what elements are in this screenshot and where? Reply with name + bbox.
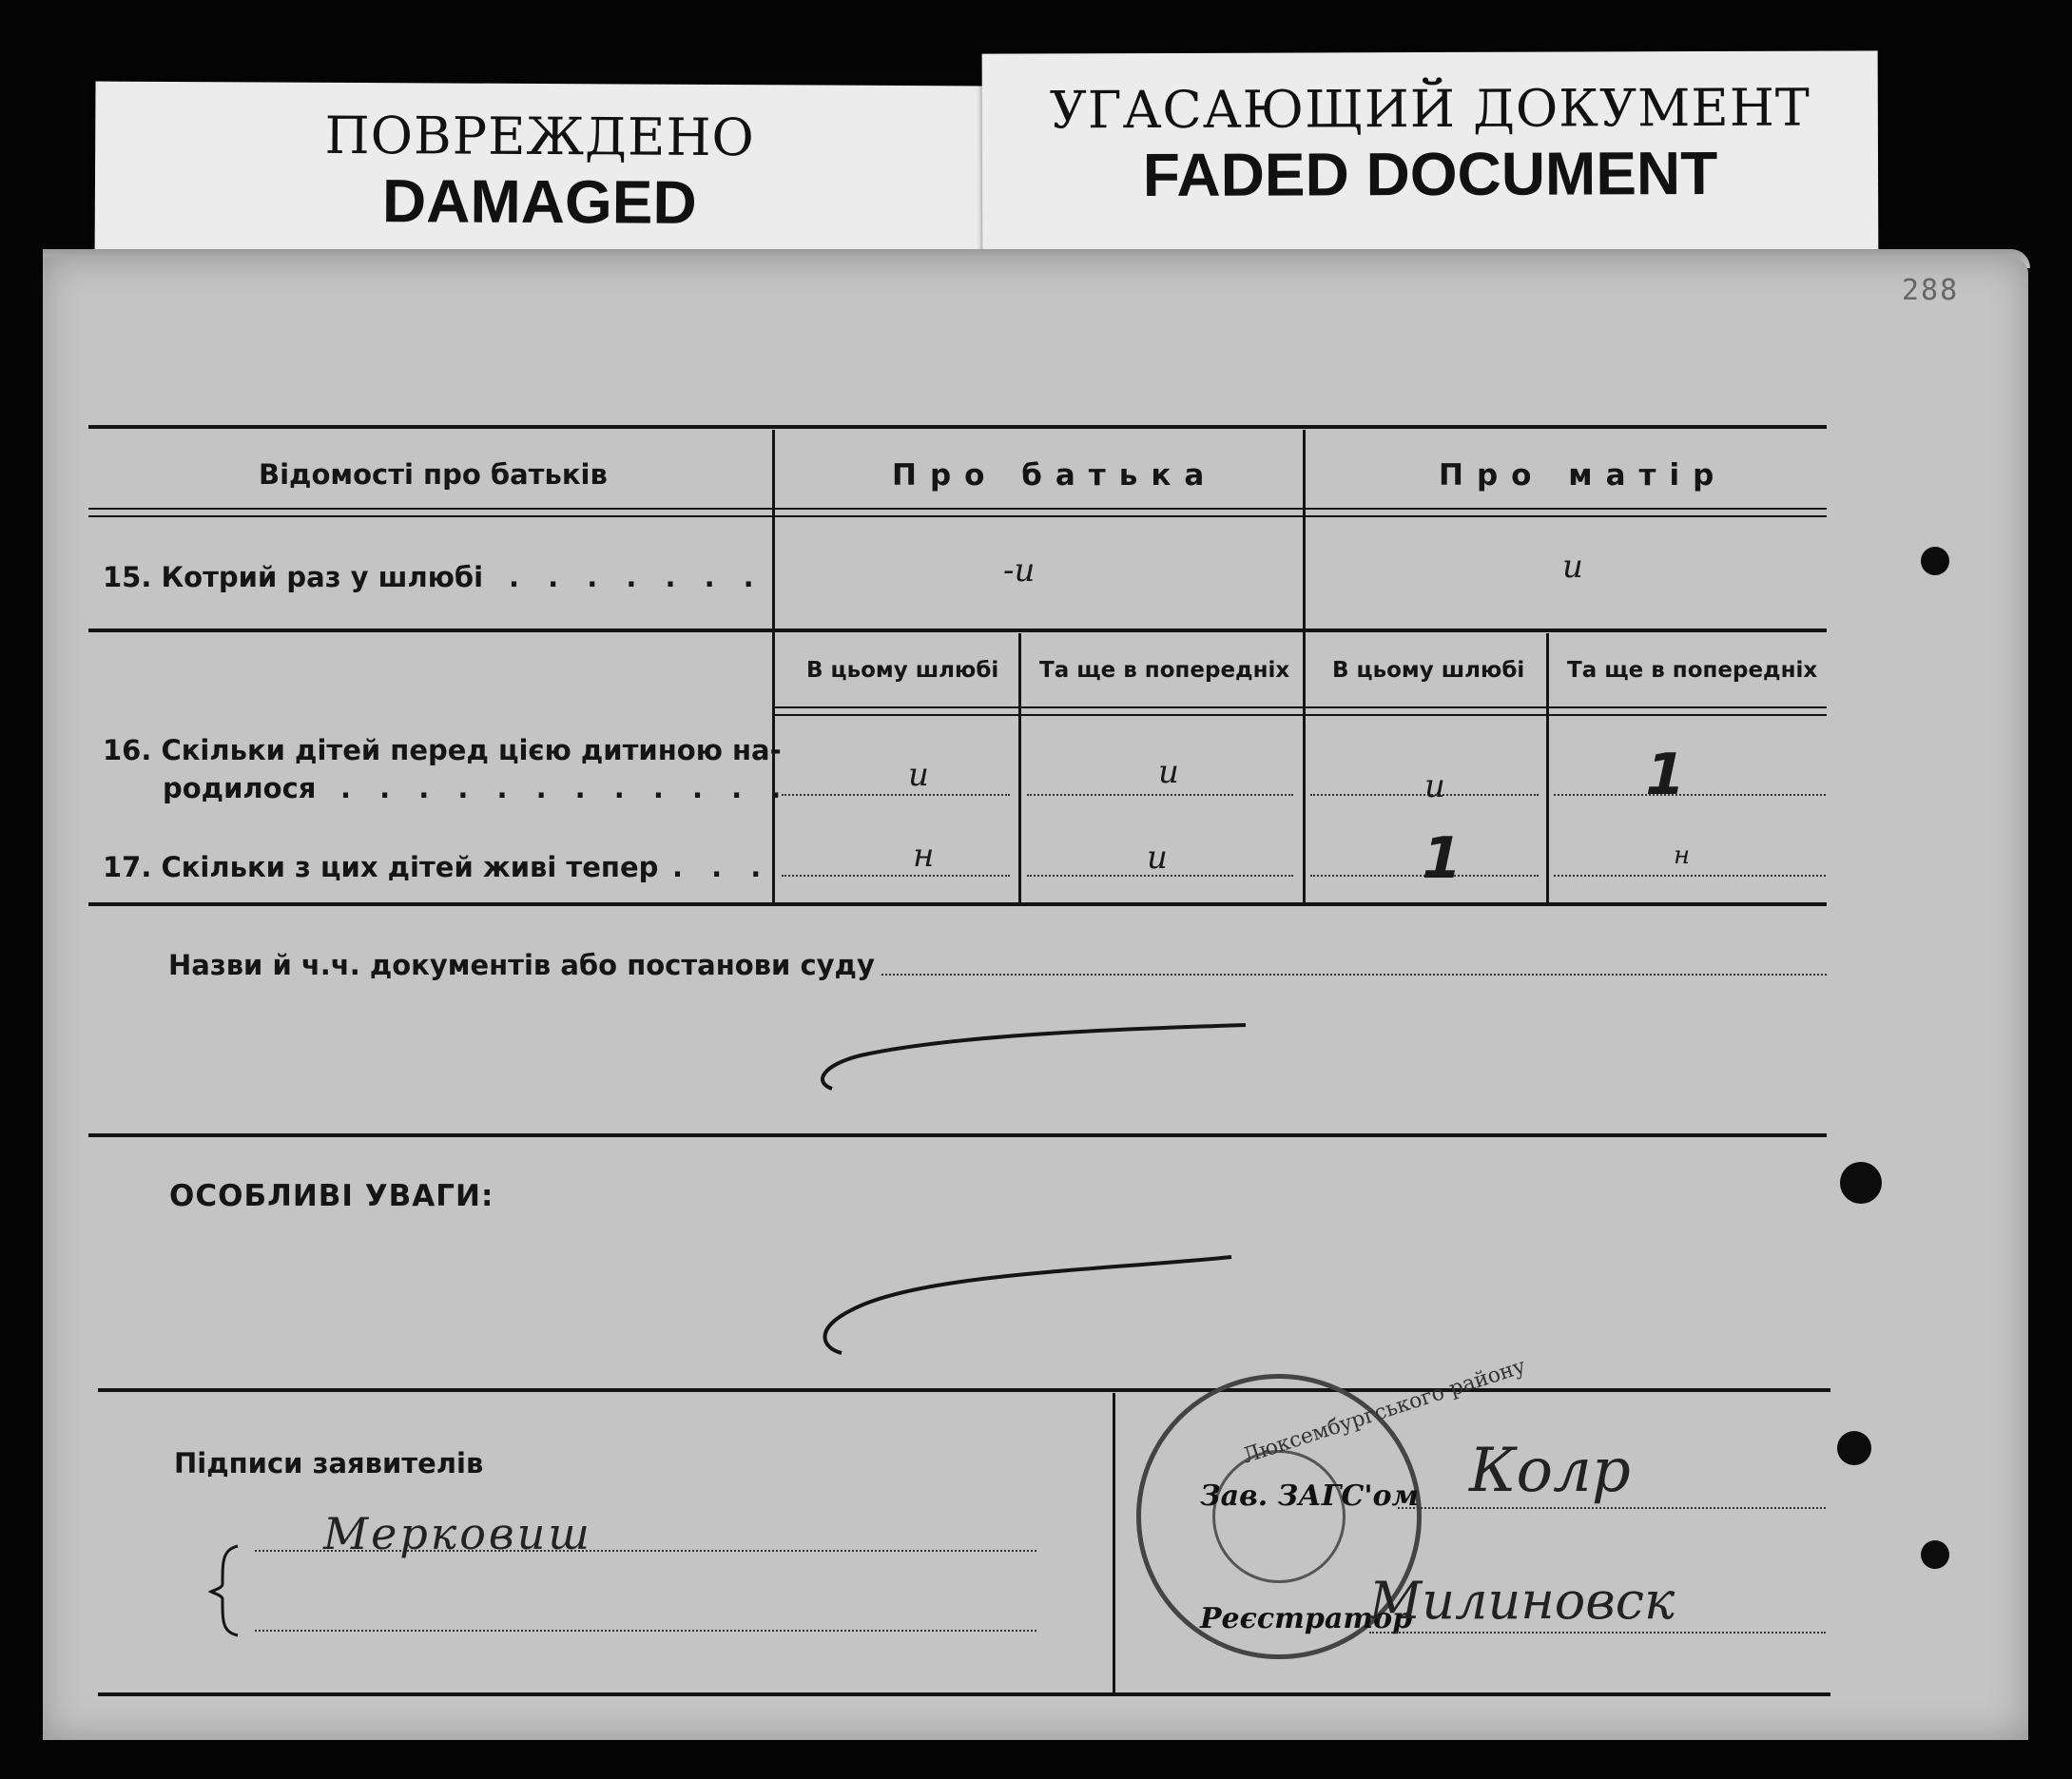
row16-father-prev-value: и [1158,753,1179,791]
row15-mother-value: и [1562,548,1583,586]
registrar-signature: Милиновск [1369,1571,1675,1631]
edge-damage-2 [1921,1540,1949,1569]
row16-father-this-value: и [908,756,929,794]
punch-hole-2 [1837,1431,1871,1465]
row17-mother-this-value: 1 [1414,825,1469,892]
table-bottom-rule [88,902,1827,906]
subheader-mother-this-marriage: В цьому шлюбі [1332,658,1525,683]
signature-brace [209,1542,247,1637]
documents-dash-scribble [813,1017,1250,1093]
row16-mother-prev-line [1554,794,1826,796]
row16-label-line2: родилося [163,772,317,804]
documents-bottom-rule [88,1133,1827,1137]
table-top-rule [88,425,1827,429]
row15-leader: . . . . . . . [509,561,764,593]
row16-label-line1: 16. Скільки дітей перед цією дитиною на- [103,734,782,766]
subheader-father-this-marriage: В цьому шлюбі [806,658,999,683]
col-divider-father-sub [1018,633,1021,902]
head-of-registry-label: Зав. ЗАГС'ом [1200,1479,1420,1513]
damaged-label [94,82,984,277]
page-number: 288 [1902,274,1960,307]
row17-father-prev-value: и [1147,839,1168,877]
col-divider-1 [772,430,775,902]
faded-label [982,50,1879,262]
head-signature-line [1398,1507,1826,1509]
row17-father-this-line [782,875,1010,877]
applicant-signature: Мерковиш [323,1508,592,1559]
row17-mother-prev-line [1554,875,1826,877]
subheader-father-previous: Та ще в попередніх [1039,658,1290,683]
header-about-father: Про батька [892,458,1218,493]
head-signature: Колр [1469,1436,1631,1506]
stamp-text: Люксембургського району [1239,1354,1529,1469]
remarks-dash-scribble [813,1253,1250,1358]
row15-label: 15. Котрий раз у шлюбі [103,561,484,593]
row16-father-this-line [782,794,1010,796]
registrar-signature-line [1369,1632,1826,1634]
row16-father-prev-line [1027,794,1293,796]
header-parents-info: Відомості про батьків [259,458,608,491]
row15-father-value: -и [1003,551,1036,590]
row16-leader: . . . . . . . . . . . . [340,772,791,804]
row17-label: 17. Скільки з цих дітей живі тепер [103,851,659,883]
documents-line [881,974,1827,976]
faded-label-en: FADED DOCUMENT [1142,138,1718,210]
punch-hole-1 [1840,1162,1882,1204]
header-about-mother: Про матір [1439,458,1728,493]
documents-label: Назви й ч.ч. документів або постанови суду [168,949,875,981]
signature-line-2 [255,1630,1036,1632]
remarks-label: ОСОБЛИВІ УВАГИ: [169,1179,494,1213]
col-divider-2 [1303,430,1306,902]
subheader-rule [775,706,1827,716]
row17-mother-prev-value: н [1674,841,1691,870]
row15-rule [88,628,1827,632]
row17-leader: . . . [672,851,771,883]
edge-damage-1 [1921,547,1949,575]
row16-mother-prev-value: 1 [1637,742,1693,808]
col-divider-mother-sub [1546,633,1549,902]
subheader-mother-previous: Та ще в попередніх [1567,658,1818,683]
signatures-divider [1113,1393,1115,1692]
stamp-emblem [1212,1450,1346,1583]
signatures-label: Підписи заявителів [174,1447,484,1479]
faded-label-ru: УГАСАЮЩИЙ ДОКУМЕНТ [1049,77,1811,141]
registrar-label: Реєстратор [1200,1602,1413,1635]
row16-mother-this-value: и [1424,767,1445,805]
damaged-label-en: DAMAGED [381,166,697,237]
damaged-label-ru: ПОВРЕЖДЕНО [324,105,755,168]
row17-father-this-value: н [913,837,935,875]
remarks-bottom-rule [98,1388,1830,1392]
header-rule [88,508,1827,517]
form-bottom-rule [98,1692,1830,1696]
